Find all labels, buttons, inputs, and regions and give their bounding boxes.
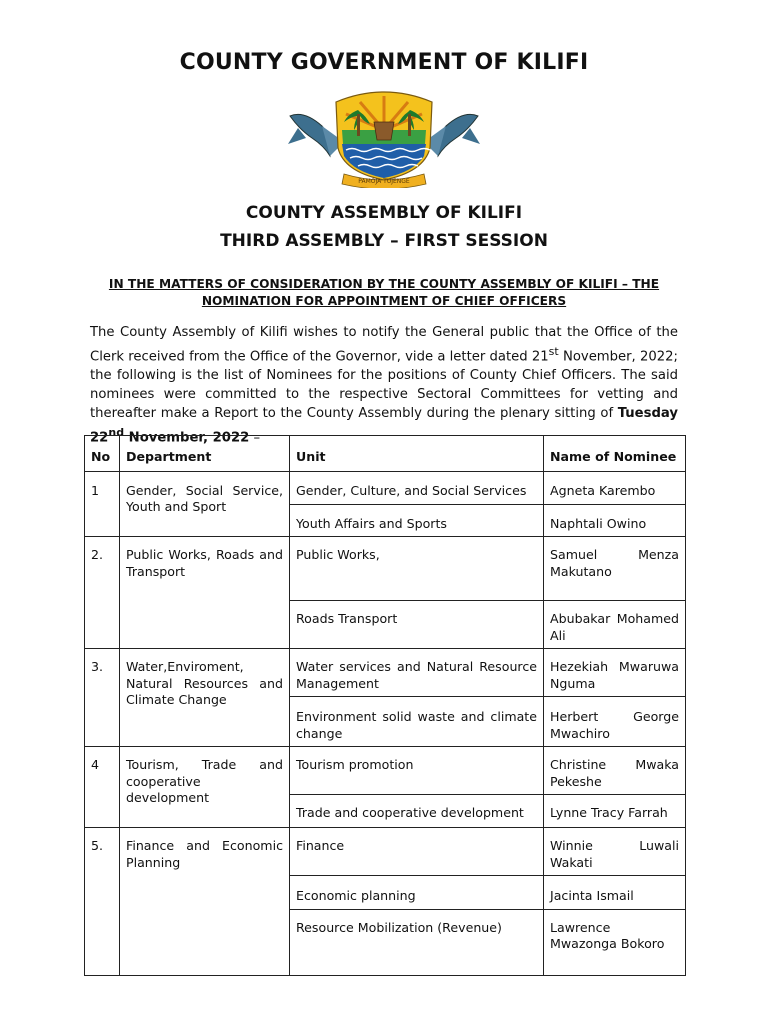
header-unit: Unit — [290, 436, 544, 472]
table-row — [85, 537, 686, 601]
table-row — [85, 471, 686, 504]
unit-cell: Youth Affairs and Sports — [290, 504, 544, 537]
notice-subject — [100, 276, 668, 310]
table-header-row — [85, 436, 686, 472]
nominee-cell: Naphtali Owino — [544, 504, 686, 537]
nominee-cell: Agneta Karembo — [544, 471, 686, 504]
department-cell: Finance and Economic Planning — [120, 828, 290, 976]
unit-cell: Environment solid waste and climate change — [290, 697, 544, 747]
header-no: No — [85, 436, 120, 472]
nominee-cell: Samuel Menza Makutano — [544, 537, 686, 601]
row-number: 3. — [85, 649, 120, 747]
sitting-date-sup: nd — [108, 426, 125, 440]
department-cell: Gender, Social Service, Youth and Sport — [120, 471, 290, 537]
department-cell: Tourism, Trade and cooperative development — [120, 747, 290, 828]
nominee-cell: Abubakar Mohamed Ali — [544, 601, 686, 649]
table-row — [85, 828, 686, 876]
intro-paragraph — [90, 323, 678, 448]
sitting-date-day: Tuesday 22 — [90, 406, 678, 446]
row-number: 5. — [85, 828, 120, 976]
row-number: 1 — [85, 471, 120, 537]
unit-cell: Resource Mobilization (Revenue) — [290, 909, 544, 975]
row-number: 4 — [85, 747, 120, 828]
department-cell: Public Works, Roads and Transport — [120, 537, 290, 649]
table-row — [85, 747, 686, 795]
department-cell: Water,Enviroment, Natural Resources and Climate Change — [120, 649, 290, 747]
unit-cell: Tourism promotion — [290, 747, 544, 795]
county-seal-logo — [284, 86, 484, 188]
nominee-cell: Jacinta Ismail — [544, 876, 686, 910]
unit-cell: Water services and Natural Resource Management — [290, 649, 544, 697]
unit-cell: Economic planning — [290, 876, 544, 910]
nominees-table — [84, 435, 686, 976]
header-department: Department — [120, 436, 290, 472]
nominee-cell: Herbert George Mwachiro — [544, 697, 686, 747]
sitting-date-rest: November, 2022 — [124, 430, 250, 446]
header-nominee: Name of Nominee — [544, 436, 686, 472]
document-title: COUNTY GOVERNMENT OF KILIFI — [179, 50, 589, 75]
unit-cell: Roads Transport — [290, 601, 544, 649]
subject-line-2: NOMINATION FOR APPOINTMENT OF CHIEF OFFICERS — [201, 294, 567, 308]
table-row — [85, 649, 686, 697]
subject-line-1: IN THE MATTERS OF CONSIDERATION BY THE COUNTY ASSEMBLY OF KILIFI – THE — [108, 277, 660, 291]
assembly-name: COUNTY ASSEMBLY OF KILIFI — [245, 203, 523, 223]
intro-tail: – — [249, 430, 261, 446]
nominee-cell: Lynne Tracy Farrah — [544, 795, 686, 828]
intro-sup-1: st — [548, 345, 559, 358]
unit-cell: Public Works, — [290, 537, 544, 601]
nominee-cell: Winnie Luwali Wakati — [544, 828, 686, 876]
nominee-cell: Christine Mwaka Pekeshe — [544, 747, 686, 795]
assembly-session: THIRD ASSEMBLY – FIRST SESSION — [220, 231, 548, 251]
unit-cell: Trade and cooperative development — [290, 795, 544, 828]
row-number: 2. — [85, 537, 120, 649]
nominee-cell: Lawrence Mwazonga Bokoro — [544, 909, 686, 975]
svg-text:PAMOJA TUJENGE: PAMOJA TUJENGE — [358, 178, 410, 185]
unit-cell: Finance — [290, 828, 544, 876]
intro-part-1: The County Assembly of Kilifi wishes to notify the General public that the Office of the Clerk received from the Office of the Governor, vide a letter dated 21 — [90, 325, 678, 365]
nominee-cell: Hezekiah Mwaruwa Nguma — [544, 649, 686, 697]
unit-cell: Gender, Culture, and Social Services — [290, 471, 544, 504]
intro-part-2: November, 2022; the following is the list of Nominees for the positions of County Chief Officers. The said nominees were committed to the respective Sectoral Committees for vetting and thereafter make a Report to the County Assembly during the plenary sitting of — [90, 349, 678, 422]
